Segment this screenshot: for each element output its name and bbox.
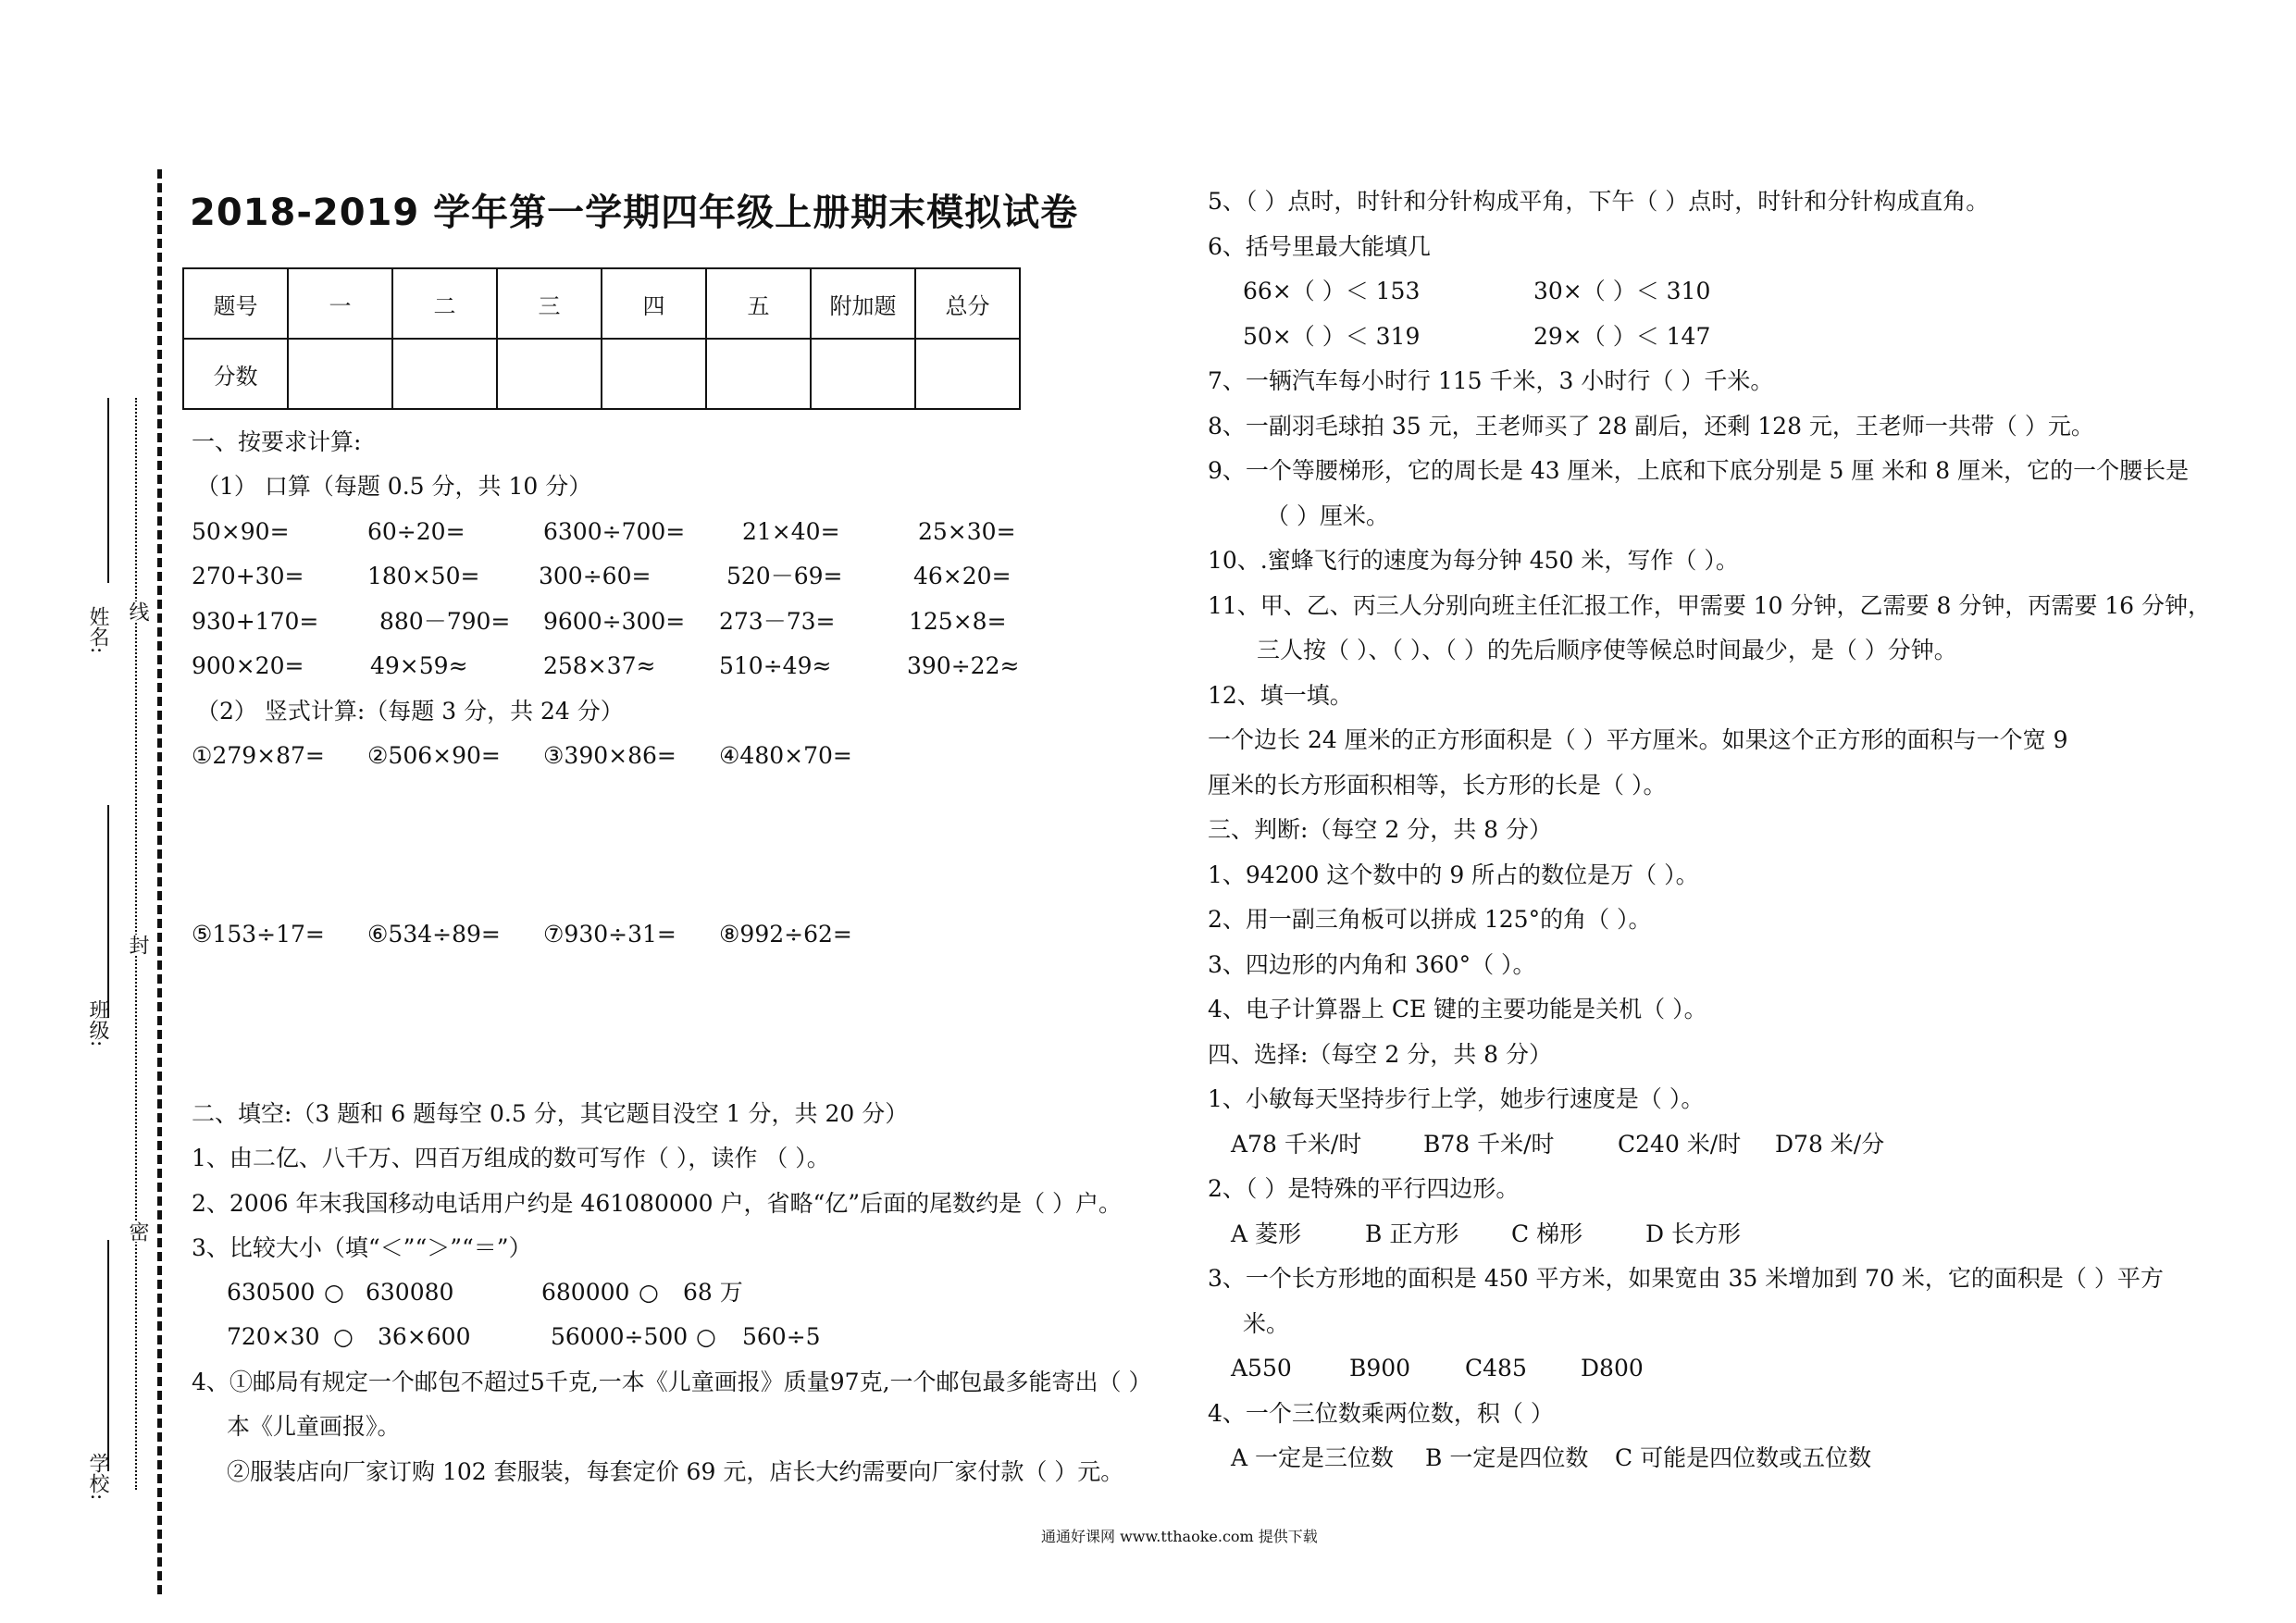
score-input-cell[interactable] xyxy=(392,339,497,409)
section4-title: 四、选择:（每空 2 分，共 8 分） xyxy=(1208,1041,1553,1068)
class-label: 班级: xyxy=(86,999,109,1047)
score-input-cell[interactable] xyxy=(811,339,915,409)
choice-option: B78 千米/时 xyxy=(1423,1131,1555,1158)
oral-calc-title: （1） 口算（每题 0.5 分，共 10 分） xyxy=(196,473,592,500)
score-input-cell[interactable] xyxy=(602,339,706,409)
choice-option: D 长方形 xyxy=(1645,1220,1741,1247)
choice-question-2: 2、（ ）是特殊的平行四边形。 xyxy=(1208,1175,1520,1202)
oral-problem: 6300÷700= xyxy=(543,518,686,545)
fill-question-5: 5、（ ）点时，时针和分针构成平角，下午（ ）点时，时针和分针构成直角。 xyxy=(1208,188,1990,215)
oral-problem: 21×40= xyxy=(742,518,840,545)
line-char: 线 xyxy=(123,601,152,622)
vertical-problem: ④480×70= xyxy=(719,742,852,769)
compare-left: 56000÷500 xyxy=(551,1323,689,1350)
fill-question-2: 2、2006 年末我国移动电话用户约是 461080000 户，省略“亿”后面的尾数约是（ ）户。 xyxy=(192,1190,1123,1217)
compare-right: 560÷5 xyxy=(742,1323,821,1350)
choice-option: B 一定是四位数 xyxy=(1425,1444,1589,1471)
score-table-header-row xyxy=(183,268,1020,339)
q6-item: 66×（ ）＜ 153 xyxy=(1243,278,1421,304)
vertical-problem: ②506×90= xyxy=(367,742,501,769)
vertical-problem: ⑧992÷62= xyxy=(719,921,852,948)
judge-question-3: 3、四边形的内角和 360°（ ）。 xyxy=(1208,951,1536,978)
name-label: 姓名: xyxy=(86,606,109,654)
class-blank-line xyxy=(107,805,109,1018)
choice-option: C 可能是四位数或五位数 xyxy=(1615,1444,1872,1471)
fill-question-6: 6、括号里最大能填几 xyxy=(1208,233,1431,260)
oral-problem: 49×59≈ xyxy=(370,652,468,679)
fill-question-3: 3、比较大小（填“＜”“＞”“＝”） xyxy=(192,1234,532,1261)
choice-option: C485 xyxy=(1465,1355,1527,1381)
section2-title: 二、填空:（3 题和 6 题每空 0.5 分，其它题目没空 1 分，共 20 分） xyxy=(192,1100,909,1127)
score-input-cell[interactable] xyxy=(706,339,811,409)
oral-problem: 880－790= xyxy=(379,608,511,635)
fill-question-10: 10、.蜜蜂飞行的速度为每分钟 450 米，写作（ ）。 xyxy=(1208,547,1739,574)
oral-problem: 930+170= xyxy=(192,608,319,635)
fill-question-11: 11、甲、乙、丙三人分别向班主任汇报工作，甲需要 10 分钟，乙需要 8 分钟，丙需要 16 分钟， xyxy=(1208,592,2212,619)
oral-problem: 520－69= xyxy=(726,563,843,589)
binding-dashed-line xyxy=(157,169,162,1594)
fill-question-11-cont: 三人按（ ）、（ ）、（ ）的先后顺序使等候总时间最少，是（ ）分钟。 xyxy=(1257,637,1957,663)
vertical-calc-title: （2） 竖式计算:（每题 3 分，共 24 分） xyxy=(196,698,624,725)
compare-right: 36×600 xyxy=(378,1323,471,1350)
choice-question-4: 4、一个三位数乘两位数，积（ ） xyxy=(1208,1400,1554,1427)
choice-option: D78 米/分 xyxy=(1775,1131,1885,1158)
fill-question-4a-cont: 本《儿童画报》。 xyxy=(227,1413,401,1440)
fill-question-8: 8、一副羽毛球拍 35 元，王老师买了 28 副后，还剩 128 元，王老师一共带（ ）元。 xyxy=(1208,413,2094,440)
compare-circle-blank[interactable]: ○ xyxy=(696,1323,716,1350)
choice-question-3: 3、一个长方形地的面积是 450 平方米，如果宽由 35 米增加到 70 米，它的面积是（ ）平方 xyxy=(1208,1265,2164,1292)
choice-option: A78 千米/时 xyxy=(1231,1131,1362,1158)
vertical-problem: ⑥534÷89= xyxy=(367,921,501,948)
score-header-cell: 五 xyxy=(706,268,811,339)
oral-problem: 270+30= xyxy=(192,563,304,589)
section1-title: 一、按要求计算: xyxy=(192,428,362,455)
score-header-cell: 二 xyxy=(392,268,497,339)
compare-circle-blank[interactable]: ○ xyxy=(639,1279,659,1306)
judge-question-1: 1、94200 这个数中的 9 所占的数位是万（ ）。 xyxy=(1208,861,1699,888)
choice-option: C 梯形 xyxy=(1511,1220,1583,1247)
oral-problem: 50×90= xyxy=(192,518,290,545)
fill-question-9: 9、一个等腰梯形，它的周长是 43 厘米，上底和下底分别是 5 厘 米和 8 厘米，它的一个腰长是 xyxy=(1208,457,2190,484)
oral-problem: 9600÷300= xyxy=(543,608,686,635)
compare-left: 630500 xyxy=(227,1279,316,1306)
score-header-cell: 总分 xyxy=(915,268,1020,339)
choice-option: B900 xyxy=(1349,1355,1411,1381)
fill-question-12b: 厘米的长方形面积相等，长方形的长是（ ）。 xyxy=(1208,772,1667,799)
fill-question-4b: ②服装店向厂家订购 102 套服装，每套定价 69 元，店长大约需要向厂家付款（ ）元。 xyxy=(227,1458,1124,1485)
score-input-cell[interactable] xyxy=(915,339,1020,409)
fill-question-4a: 4、①邮局有规定一个邮包不超过5千克,一本《儿童画报》质量97克,一个邮包最多能寄出（ ） xyxy=(192,1369,1152,1395)
q6-item: 29×（ ）＜ 147 xyxy=(1533,323,1711,350)
score-table xyxy=(182,267,1021,410)
compare-right: 68 万 xyxy=(683,1279,743,1306)
compare-left: 680000 xyxy=(541,1279,630,1306)
score-header-cell: 三 xyxy=(497,268,602,339)
seal-char: 封 xyxy=(123,935,152,955)
oral-problem: 510÷49≈ xyxy=(719,652,832,679)
fill-question-12a: 一个边长 24 厘米的正方形面积是（ ）平方厘米。如果这个正方形的面积与一个宽 9 xyxy=(1208,726,2068,753)
vertical-problem: ①279×87= xyxy=(192,742,325,769)
score-header-cell: 题号 xyxy=(183,268,288,339)
oral-problem: 273－73= xyxy=(719,608,836,635)
q6-item: 50×（ ）＜ 319 xyxy=(1243,323,1421,350)
oral-problem: 900×20= xyxy=(192,652,304,679)
choice-option: D800 xyxy=(1581,1355,1644,1381)
score-input-cell[interactable] xyxy=(288,339,392,409)
section3-title: 三、判断:（每空 2 分，共 8 分） xyxy=(1208,816,1553,843)
school-label: 学校: xyxy=(86,1453,109,1501)
oral-problem: 258×37≈ xyxy=(543,652,656,679)
vertical-problem: ⑦930÷31= xyxy=(543,921,676,948)
secret-char: 密 xyxy=(123,1221,152,1242)
score-table-score-row xyxy=(183,339,1020,409)
compare-circle-blank[interactable]: ○ xyxy=(324,1279,344,1306)
compare-circle-blank[interactable]: ○ xyxy=(333,1323,354,1350)
choice-option: A 一定是三位数 xyxy=(1231,1444,1395,1471)
oral-problem: 25×30= xyxy=(918,518,1016,545)
vertical-problem: ⑤153÷17= xyxy=(192,921,325,948)
score-header-cell: 四 xyxy=(602,268,706,339)
score-header-cell: 附加题 xyxy=(811,268,915,339)
fill-question-1: 1、由二亿、八千万、四百万组成的数可写作（ ），读作 （ ）。 xyxy=(192,1145,830,1171)
fill-question-7: 7、一辆汽车每小时行 115 千米，3 小时行（ ）千米。 xyxy=(1208,367,1774,394)
judge-question-4: 4、电子计算器上 CE 键的主要功能是关机（ ）。 xyxy=(1208,996,1707,1022)
oral-problem: 300÷60= xyxy=(539,563,652,589)
judge-question-2: 2、用一副三角板可以拼成 125°的角（ ）。 xyxy=(1208,906,1652,933)
choice-option: B 正方形 xyxy=(1365,1220,1459,1247)
oral-problem: 180×50= xyxy=(367,563,480,589)
choice-question-1: 1、小敏每天坚持步行上学，她步行速度是（ ）。 xyxy=(1208,1085,1705,1112)
q6-item: 30×（ ）＜ 310 xyxy=(1533,278,1711,304)
footer-source: 通通好课网 www.tthaoke.com 提供下载 xyxy=(1041,1528,1318,1545)
choice-option: A 菱形 xyxy=(1231,1220,1302,1247)
score-row-label: 分数 xyxy=(183,339,288,409)
compare-right: 630080 xyxy=(366,1279,454,1306)
vertical-problem: ③390×86= xyxy=(543,742,676,769)
score-input-cell[interactable] xyxy=(497,339,602,409)
choice-option: C240 米/时 xyxy=(1618,1131,1742,1158)
choice-option: A550 xyxy=(1231,1355,1292,1381)
oral-problem: 390÷22≈ xyxy=(907,652,1020,679)
oral-problem: 60÷20= xyxy=(367,518,465,545)
fill-question-9-cont: （ ）厘米。 xyxy=(1266,502,1389,529)
fill-question-12: 12、填一填。 xyxy=(1208,682,1353,709)
oral-problem: 46×20= xyxy=(913,563,1011,589)
name-blank-line xyxy=(107,398,109,583)
oral-problem: 125×8= xyxy=(909,608,1007,635)
page-title: 2018-2019 学年第一学期四年级上册期末模拟试卷 xyxy=(190,192,1079,234)
score-header-cell: 一 xyxy=(288,268,392,339)
choice-question-3-cont: 米。 xyxy=(1243,1310,1290,1337)
school-blank-line xyxy=(107,1240,109,1471)
compare-left: 720×30 xyxy=(227,1323,320,1350)
